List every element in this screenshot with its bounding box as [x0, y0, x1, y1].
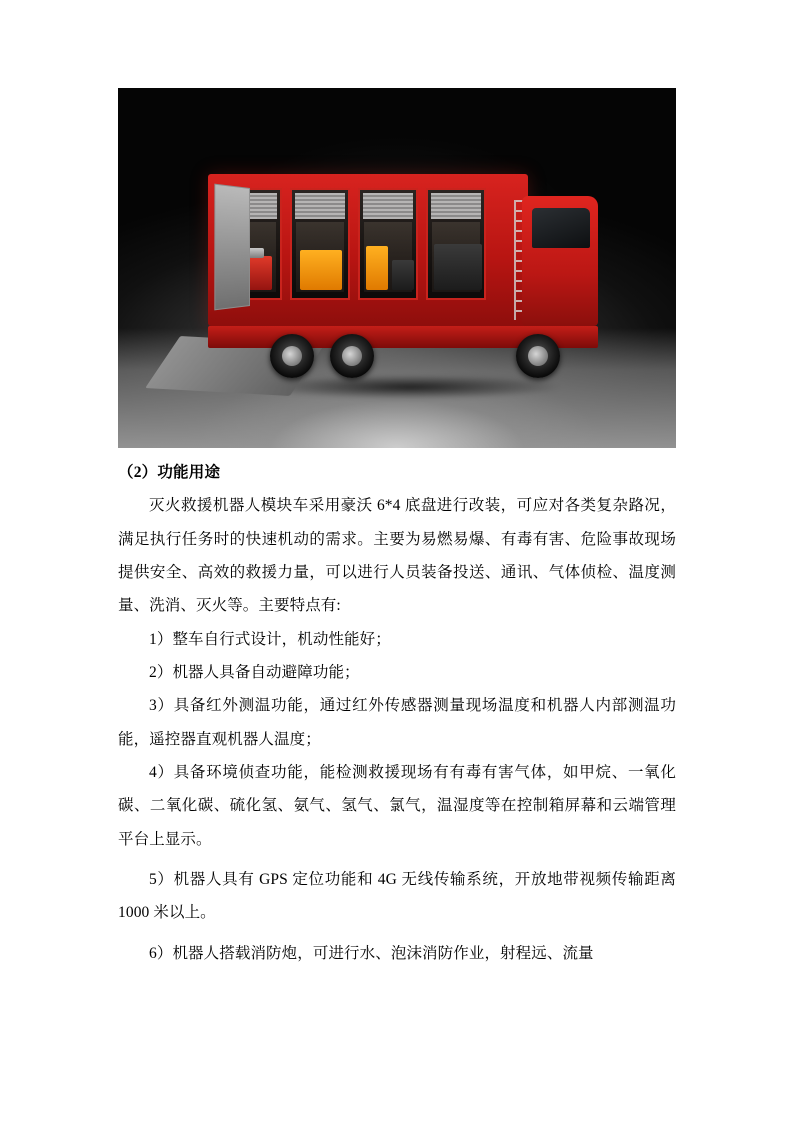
truck-wheel [516, 334, 560, 378]
bay-equipment [366, 246, 388, 290]
bay-equipment [300, 250, 342, 290]
list-item: 5）机器人具有 GPS 定位功能和 4G 无线传输系统，开放地带视频传输距离 1000 米以上。 [118, 870, 676, 922]
bay-shutter [363, 193, 413, 219]
section-heading: （2）功能用途 [118, 464, 221, 481]
cab-windshield [532, 208, 590, 248]
wheel-hub [528, 346, 548, 366]
wheel-hub [282, 346, 302, 366]
list-item: 3）具备红外测温功能，通过红外传感器测量现场温度和机器人内部测温功能，遥控器直观机器人温度； [118, 697, 676, 748]
fire-rescue-truck [170, 174, 630, 404]
truck-body-box [208, 174, 528, 326]
body-paragraph: 灭火救援机器人模块车采用豪沃 6*4 底盘进行改装，可应对各类复杂路况，满足执行任务时的快速机动的需求。主要为易燃易爆、有毒有害、危险事故现场提供安全、高效的救援力量，可以进行人员装备投送、通讯、气体侦检、温度测量、洗消、灭火等。主要特点有: [118, 497, 676, 615]
bay-shutter [431, 193, 481, 219]
truck-wheel [330, 334, 374, 378]
figure-image [118, 88, 676, 448]
equipment-bay [426, 188, 486, 300]
bay-equipment [392, 260, 414, 290]
list-item: 4）具备环境侦查功能，能检测救援现场有有毒有害气体，如甲烷、一氧化碳、二氧化碳、硫化氢、氨气、氢气、氯气，温湿度等在控制箱屏幕和云端管理平台上显示。 [118, 763, 676, 848]
truck-cab [522, 196, 598, 326]
equipment-bay [290, 188, 350, 300]
wheel-hub [342, 346, 362, 366]
list-item: 2）机器人具备自动避障功能； [149, 664, 360, 681]
bay-shutter [295, 193, 345, 219]
bay-equipment [434, 244, 482, 290]
truck-wheel [270, 334, 314, 378]
list-item: 6）机器人搭载消防炮，可进行水、泡沫消防作业，射程远、流量 [149, 944, 594, 962]
equipment-bay [358, 188, 418, 300]
rear-door-open [214, 184, 250, 311]
photo-scene [118, 88, 676, 448]
list-item: 1）整车自行式设计，机动性能好； [149, 630, 391, 648]
